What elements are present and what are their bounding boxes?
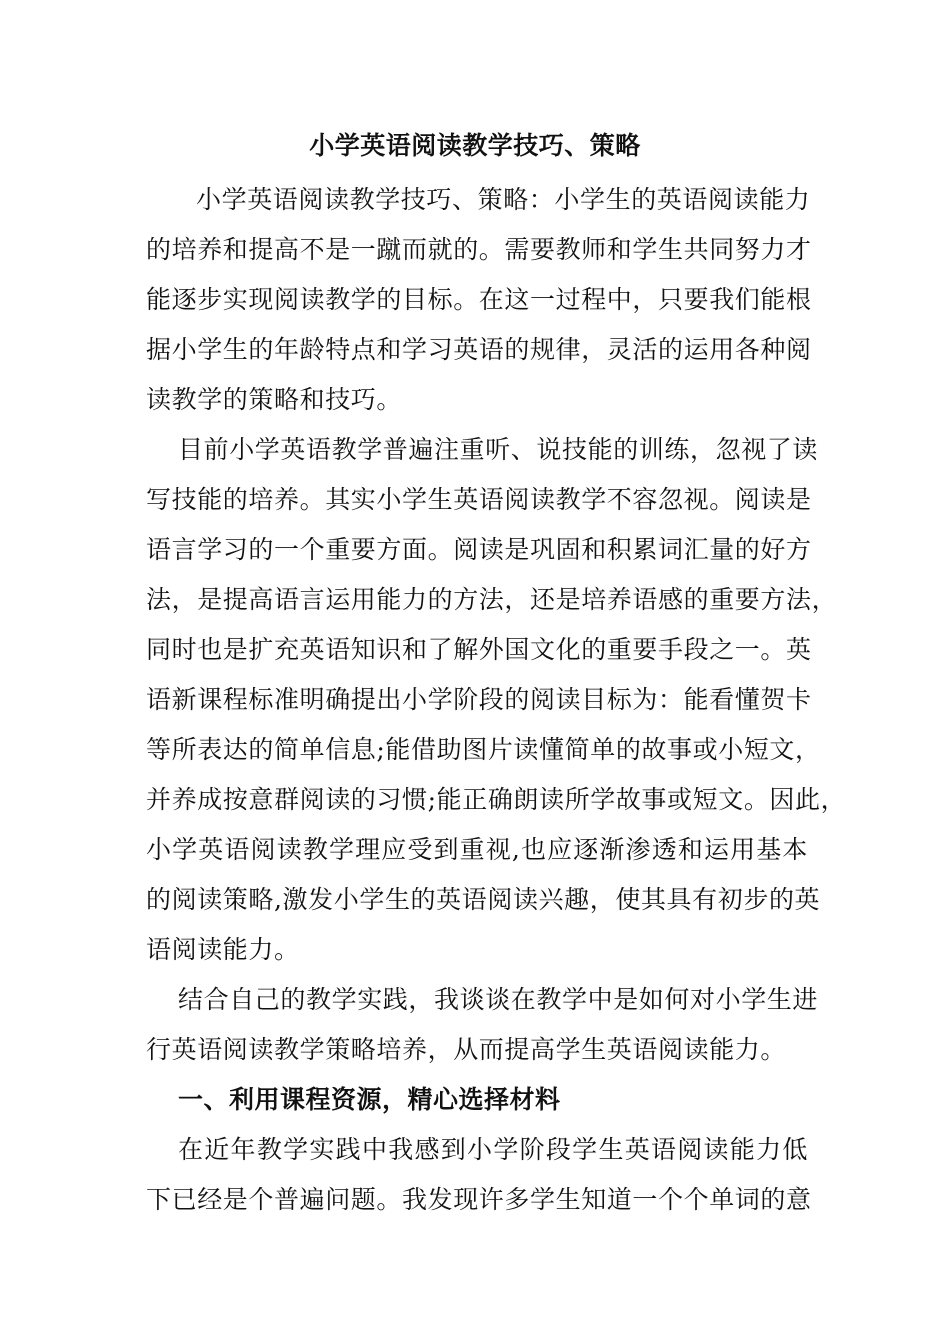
paragraph-line: 的培养和提高不是一蹴而就的。需要教师和学生共同努力才 (146, 235, 812, 264)
paragraph-line: 写技能的培养。其实小学生英语阅读教学不容忽视。阅读是 (146, 485, 812, 514)
document-title: 小学英语阅读教学技巧、策略 (309, 131, 641, 160)
paragraph-line: 行英语阅读教学策略培养，从而提高学生英语阅读能力。 (146, 1035, 787, 1064)
paragraph-line: 小学英语阅读教学理应受到重视,也应逐渐渗透和运用基本 (146, 835, 808, 864)
section-heading: 一、利用课程资源，精心选择材料 (178, 1085, 561, 1114)
paragraph-line: 语新课程标准明确提出小学阶段的阅读目标为：能看懂贺卡 (146, 685, 812, 714)
paragraph-line: 等所表达的简单信息;能借助图片读懂简单的故事或小短文， (146, 735, 821, 764)
paragraph-line: 并养成按意群阅读的习惯;能正确朗读所学故事或短文。因此， (146, 785, 847, 814)
paragraph-line: 语言学习的一个重要方面。阅读是巩固和积累词汇量的好方 (146, 535, 812, 564)
paragraph-line: 下已经是个普遍问题。我发现许多学生知道一个个单词的意 (146, 1185, 812, 1214)
paragraph-line: 能逐步实现阅读教学的目标。在这一过程中，只要我们能根 (146, 285, 812, 314)
paragraph-line: 在近年教学实践中我感到小学阶段学生英语阅读能力低 (178, 1135, 808, 1164)
paragraph-line: 的阅读策略,激发小学生的英语阅读兴趣，使其具有初步的英 (146, 885, 821, 914)
paragraph-line: 读教学的策略和技巧。 (146, 385, 403, 414)
paragraph-line: 语阅读能力。 (146, 935, 300, 964)
paragraph-line: 目前小学英语教学普遍注重听、说技能的训练，忽视了读 (178, 435, 819, 464)
paragraph-line: 小学英语阅读教学技巧、策略：小学生的英语阅读能力 (196, 185, 811, 214)
paragraph-line: 据小学生的年龄特点和学习英语的规律，灵活的运用各种阅 (146, 335, 812, 364)
paragraph-line: 结合自己的教学实践，我谈谈在教学中是如何对小学生进 (178, 985, 819, 1014)
paragraph-line: 同时也是扩充英语知识和了解外国文化的重要手段之一。英 (146, 635, 812, 664)
paragraph-line: 法，是提高语言运用能力的方法，还是培养语感的重要方法， (146, 585, 838, 614)
